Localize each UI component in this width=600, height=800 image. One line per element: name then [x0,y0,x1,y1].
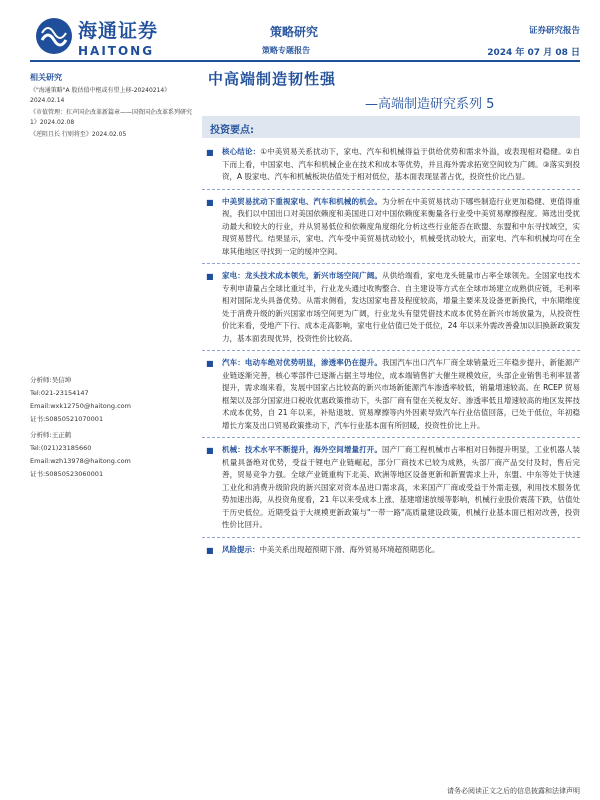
report-subtype: 策略专题报告 [262,46,310,55]
analyst-card [30,374,198,426]
related-item[interactable]: 《市值管理：扛声国企改革新篇章——国资国企改革系列研究 1》2024.02.08 [30,109,193,126]
report-subtitle: —高端制造研究系列 5 [365,97,495,112]
summary-label: 投资要点: [210,125,254,136]
bullet-divider [202,263,580,264]
bullet-body: 国产厂商工程机械市占率相对日韩提升明显，工业机器人装机量具备绝对优势，受益于锂电产业链崛起，部分厂商技术已较为成熟，头部厂商产品交付及时，售后完善，贸易竞争力强。全球产业链重构下北美、欧洲等地区设备更新和新置需求上升，东盟、中东等处于快速工业化和消费升级阶段的新兴国家对资本品进口需求高，未来国产厂商或受益于外需走强，利用技术服务优势加速出海，从投资角度看，21 年以来受成本上涨、基建增速放缓等影响，机械行业股价震荡下跌，估值处于历史低位。近期受益于大规模更新政策与"一带一路"高质量建设政策，机械行业基本面已相对改善，投资性价比回升。 [222,445,581,529]
haitong-emblem-icon [34,16,74,56]
related-item[interactable]: 《"海通策略"A 股估值中枢或有望上移-20240214》2024.02.14 [30,87,171,104]
related-research [30,72,198,142]
summary-bullet [202,444,580,532]
analyst-name: 分析师:王正鹤 [30,431,72,439]
summary-bullet [202,270,580,345]
bullet-heading: 中美贸易扰动下重视家电、汽车和机械的机会。 [222,196,383,206]
investment-summary [202,146,580,556]
bullet-body: 从供给端看，家电龙头链量市占率全球领先。全国家电技术专利申请量占全球比重过半，行业龙头通过收购整合、自主建设等方式在全球市场建立成熟供应链，毛利率相对国际龙头具备优势。从需求侧看，发达国家电普及程度较高，增量主要来及设备更新换代，中东期维度处于消费升级的新兴国家市场空间更为广阔，行业龙头有望凭借技术成本优势在新兴市场放量为，从投资性价比来看，受地产下行、成本走高影响，家电行业估值已处于低位，24 年以来外需改善叠加以旧换新政策发力，基本面表现优异，投资性价比较高。 [222,271,581,343]
summary-bullet [202,146,580,184]
bullet-heading: 风险提示： [222,544,260,554]
summary-bullet [202,544,580,557]
bullet-body: 中美关系出现超预期下滑、海外贸易环境超预期恶化。 [259,544,440,554]
header-divider [30,60,580,62]
bullet-marker-icon: ■ [206,446,214,455]
analyst-cert: 证书:S0850521070001 [30,415,104,423]
logo-chinese-name: 海通证券 [78,20,159,42]
bullet-marker-icon: ■ [206,545,214,555]
bullet-marker-icon: ■ [206,197,214,207]
analyst-tel: Tel:(021)23185660 [30,444,92,452]
summary-bullet [202,357,580,432]
bullet-marker-icon: ■ [206,359,214,368]
bullet-divider [202,189,580,190]
analyst-cert: 证书:S0850523060001 [30,470,104,478]
bullet-divider [202,537,580,538]
bullet-marker-icon: ■ [206,272,214,281]
bullet-body: 我国汽车出口汽车厂商全球销量近三年稳步提升，新能源产业链逐渐完善，核心零部件已逐渐占据主导地位，成本端销售扩大催生规模效应，头部企业销售毛利率显著提升，需求端来看，发展中国家占比较高的新兴市场新能源汽车渗透率较低，销量增速较高。在 RCEP 贸易框架以及部分国家进口税收优惠政策推动下，头部厂商有望在关税友好、渗透率低且增速较高的地区发挥技术成本优势，自 21 年以来，补贴退坡、贸易摩擦等内外因素导致汽车行业估值回落，已处于低位，年初稳增长方案及出口贸易政策推动下，汽车行业基本面有所回暖，投资性价比上升。 [222,358,581,430]
bullet-body: 为分析在中美贸易扰动下哪些制造行业更加稳健、更值得重视，我们以中国出口对美国依赖度和美国进口对中国依赖度来衡量各行业受中美贸易摩擦程度。筛选出受扰动最大和较大的行业，并从贸易低位和依赖度角度细化分析这些行业能否在欧盟、东盟和中东寻找域空，实现贸易替代。结果显示，家电、汽车受中美贸易扰动较小，机械受扰动较大，而家电、汽车和机械均可在全球其他地区寻找到一定的缓冲空间。 [222,196,581,256]
bullet-divider [202,437,580,438]
bullet-heading: 机械：技术水平不断提升，海外空间增量打开。 [222,445,383,454]
haitong-logo [34,14,159,66]
report-date: 2024 年 07 月 08 日 [487,48,580,58]
bullet-heading: 核心结论： [222,147,261,156]
disclaimer-footer: 请务必阅读正文之后的信息披露和法律声明 [447,787,580,795]
report-category: 策略研究 [270,25,319,39]
bullet-marker-icon: ■ [206,148,214,157]
summary-bullet [202,196,580,259]
related-item[interactable]: 《逆阻且长 行则将至》2024.02.05 [30,131,127,138]
analyst-tel: Tel:021-23154147 [30,389,89,397]
bullet-body: ①中美贸易关系扰动下，家电、汽车和机械得益于供给优势和需求外溢，或表现相对稳健。②自下而上看，中国家电、汽车和机械企业在技术和成本等优势，并且海外需求拓宽空间较为广阔。③落实到投资，A 股家电、汽车和机械板块估值处于相对低位，基本面表现显著占优，投资性价比凸显。 [222,147,580,181]
report-type: 证券研究报告 [528,26,580,36]
bullet-heading: 家电：龙头技术成本领先，新兴市场空间广阔。 [222,271,383,280]
analyst-contacts [30,374,198,484]
bullet-heading: 汽车：电动车绝对优势明显，渗透率仍在提升。 [222,358,383,367]
analyst-name: 分析师:吴信坤 [30,376,72,384]
bullet-divider [202,350,580,351]
logo-english-name: HAITONG [78,44,155,58]
analyst-email[interactable]: Email:wxk12750@haitong.com [30,402,131,410]
related-research-label: 相关研究 [30,73,62,82]
report-title: 中高端制造韧性强 [208,70,337,88]
analyst-card [30,429,198,481]
summary-header [202,116,580,138]
analyst-email[interactable]: Email:wzh13978@haitong.com [30,457,131,465]
